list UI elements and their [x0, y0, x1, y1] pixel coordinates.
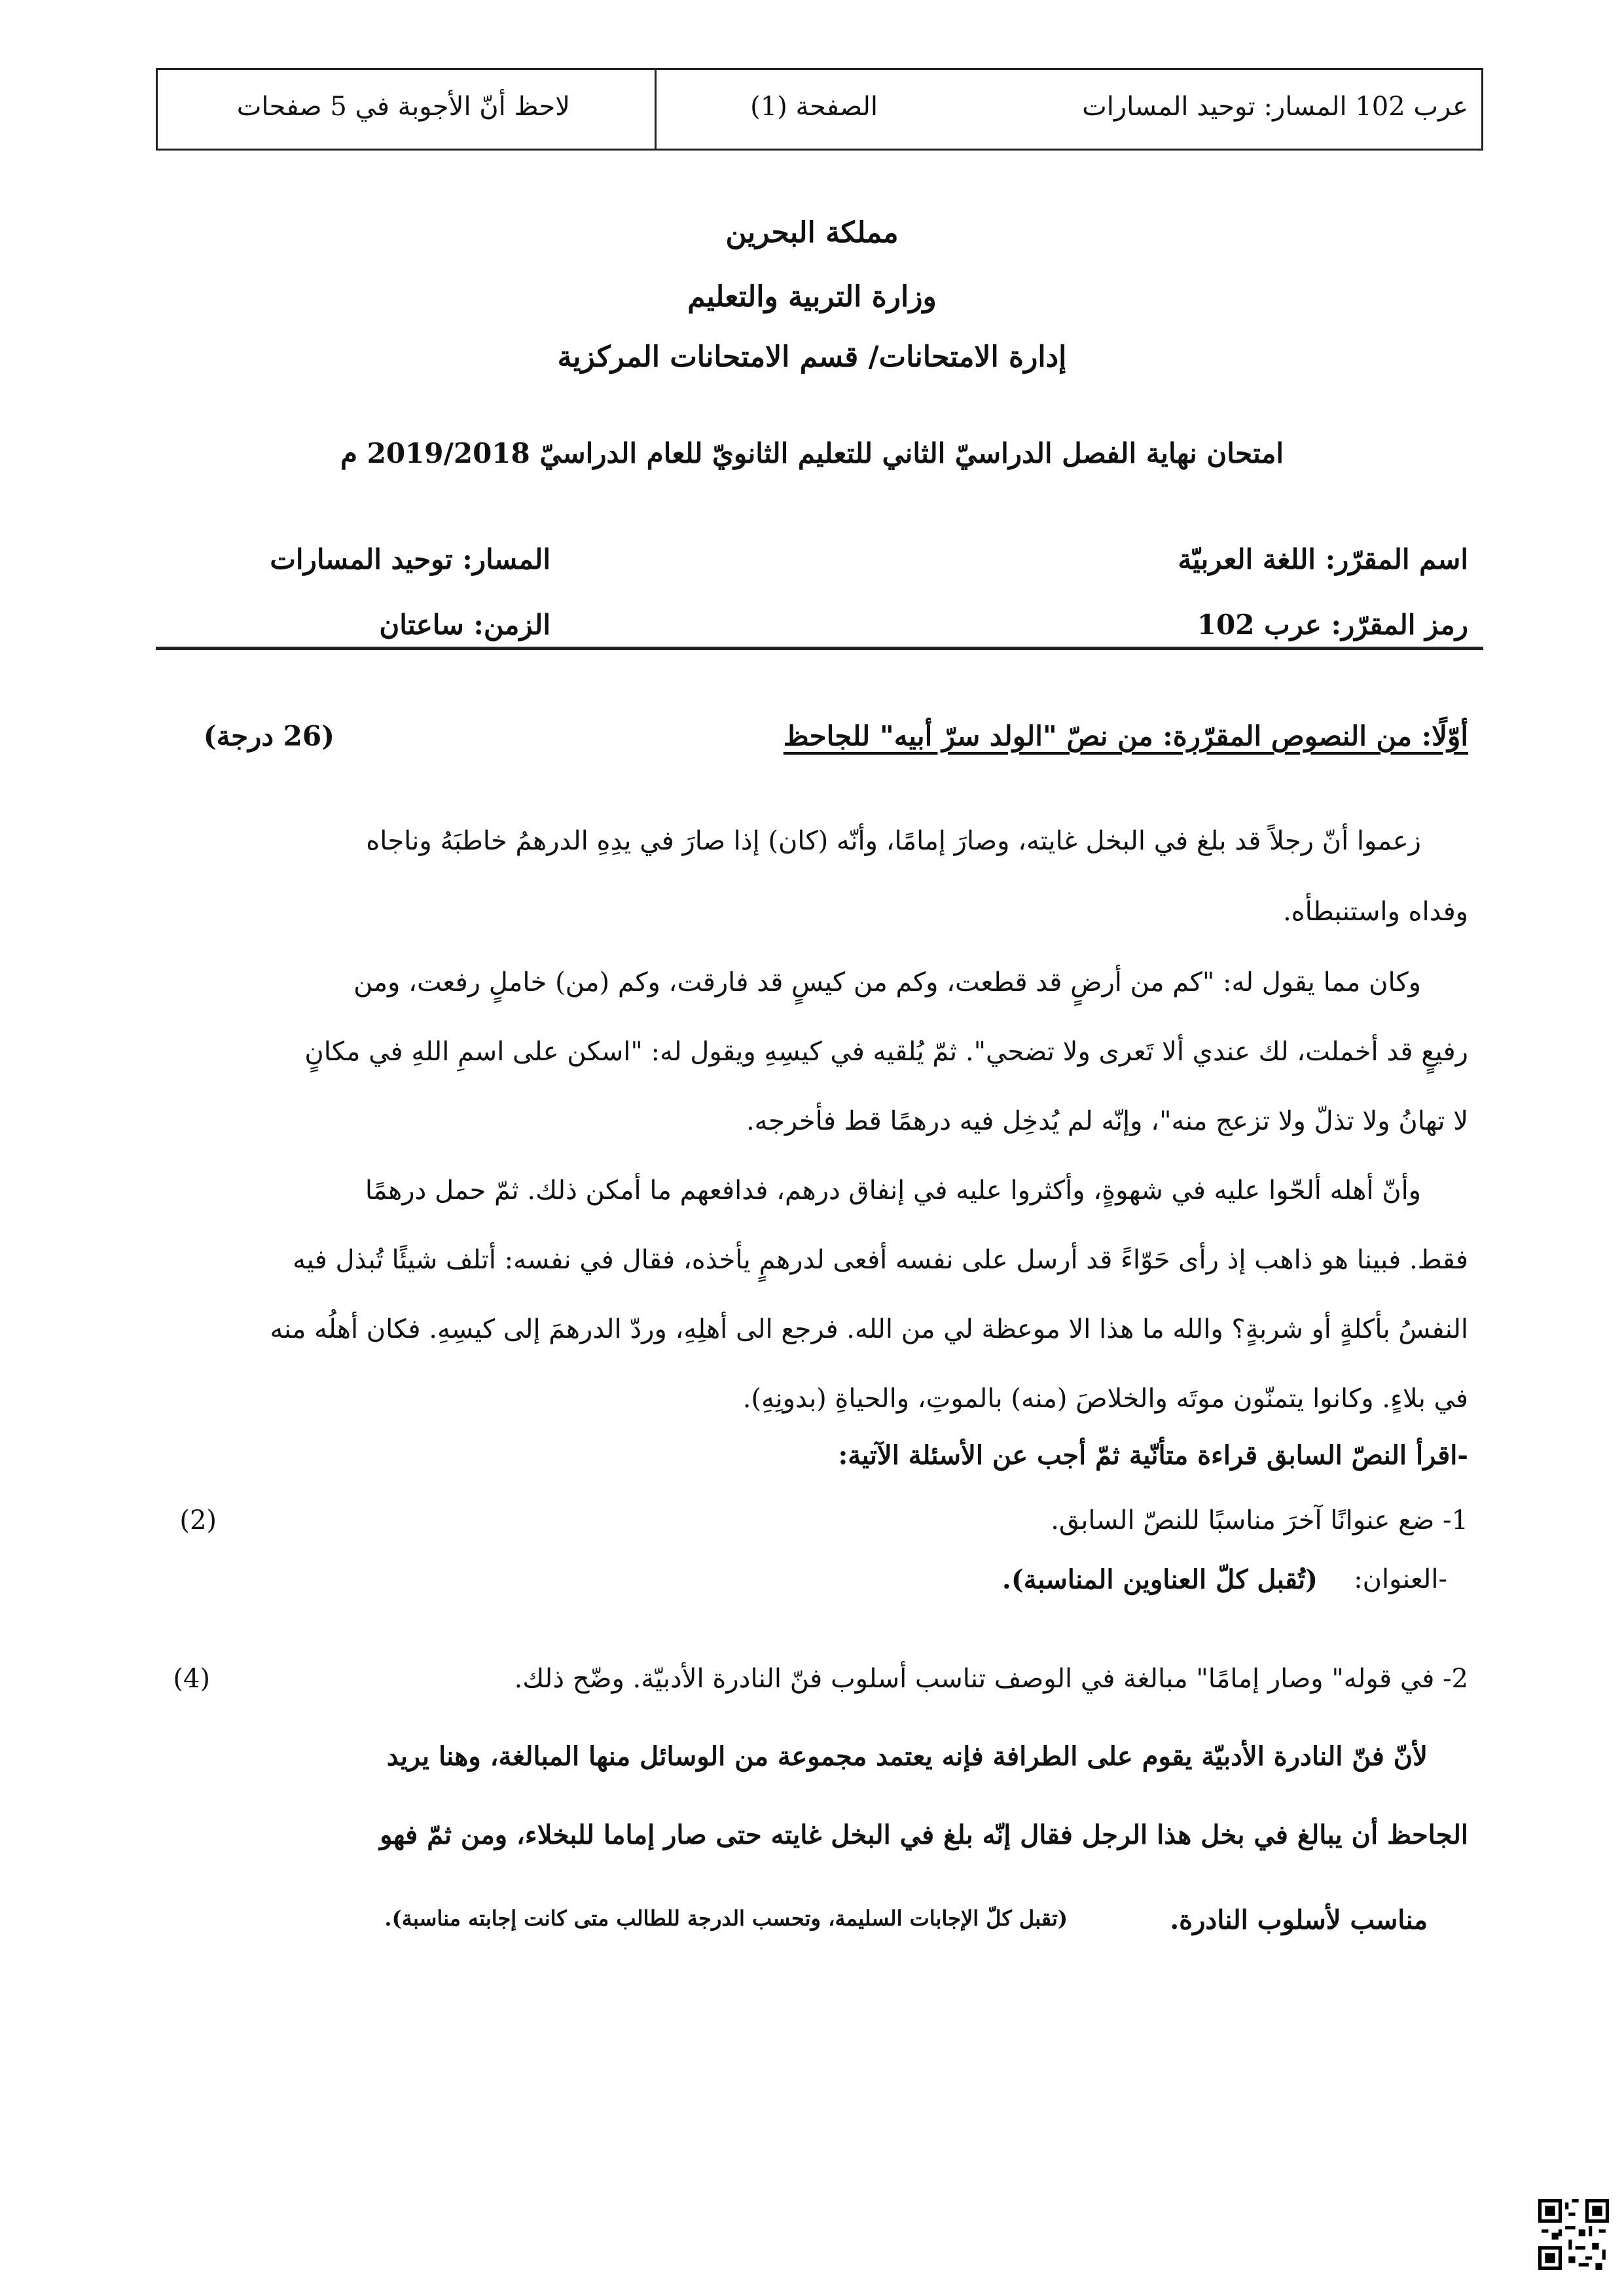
question-1-marks: (2): [179, 1505, 217, 1535]
qr-code-icon: [1538, 2199, 1609, 2270]
section1-marks: (26 درجة): [203, 720, 334, 752]
ministry-title: وزارة التربية والتعليم: [687, 280, 937, 314]
question-2-marks: (4): [173, 1664, 210, 1694]
exam-time: الزمن: ساعتان: [379, 609, 550, 641]
answer-2-note: (تقبل كلّ الإجابات السليمة، وتحسب الدرجة للطالب متى كانت إجابته مناسبة).: [384, 1906, 1068, 1931]
department-title: إدارة الامتحانات/ قسم الامتحانات المركزية: [557, 340, 1067, 374]
instruction: -اقرأ النصّ السابق قراءة متأنّية ثمّ أجب عن الأسئلة الآتية:: [838, 1440, 1468, 1471]
header-divider: [655, 68, 657, 151]
course-name: اسم المقرّر: اللغة العربيّة: [1178, 543, 1468, 575]
header-page-number: الصفحة (1): [750, 92, 878, 122]
passage-line: في بلاءٍ. وكانوا يتمنّون موتَه والخلاصَ (منه) بالموتِ، والحياةِ (بدونِهِ).: [742, 1384, 1468, 1414]
answer-1: (تُقبل كلّ العناوين المناسبة).: [1001, 1564, 1318, 1595]
answer-2-line: مناسب لأسلوب النادرة.: [1170, 1905, 1428, 1935]
passage-line: فقط. فبينا هو ذاهب إذ رأى حَوّاءً قد أرسل على نفسه أفعى لدرهمٍ يأخذه، فقال في نفسه: أتلف شيئًا تُبذل فيه: [293, 1245, 1468, 1275]
section1-heading: أوّلًا: من النصوص المقرّرة: من نصّ "الولد سرّ أبيه" للجاحظ: [783, 720, 1468, 752]
passage-line: وأنّ أهله ألحّوا عليه في شهوةٍ، وأكثروا عليه في إنفاق درهم، فدافعهم ما أمكن ذلك. ثمّ حمل درهمًا: [365, 1175, 1421, 1206]
answer-2-line: الجاحظ أن يبالغ في بخل هذا الرجل فقال إنّه بلغ في البخل غايته حتى صار إماما للبخلاء، ومن ثمّ فهو: [380, 1820, 1468, 1850]
passage-line: رفيعٍ قد أخملت، لك عندي ألا تَعرى ولا تضحي". ثمّ يُلقيه في كيسِهِ ويقول له: "اسكن على اسمِ اللهِ في مكانٍ: [304, 1037, 1468, 1067]
passage-line: زعموا أنّ رجلاً قد بلغ في البخل غايته، وصارَ إمامًا، وأنّه (كان) إذا صارَ في يدِهِ الدرهمُ خاطبَهُ وناجاه: [366, 826, 1421, 856]
exam-title: امتحان نهاية الفصل الدراسيّ الثاني للتعليم الثانويّ للعام الدراسيّ 2019/2018 م: [340, 437, 1284, 469]
answer-2-line: لأنّ فنّ النادرة الأدبيّة يقوم على الطرافة فإنه يعتمد مجموعة من الوسائل منها المبالغة، وهنا يريد: [386, 1741, 1428, 1772]
header-course-track: عرب 102 المسار: توحيد المسارات: [1082, 92, 1468, 122]
passage-line: لا تهانُ ولا تذلّ ولا تزعج منه"، وإنّه لم يُدخِل فيه درهمًا قط فأخرجه.: [746, 1106, 1468, 1136]
divider-rule: [156, 647, 1483, 650]
passage-line: النفسُ بأكلةٍ أو شربةٍ؟ والله ما هذا الا موعظة لي من الله. فرجع الى أهلِهِ، وردّ الدرهمَ إلى كيسِهِ. فكان أهلُه منه: [270, 1314, 1468, 1344]
kingdom-title: مملكة البحرين: [725, 216, 899, 249]
header-note: لاحظ أنّ الأجوبة في 5 صفحات: [236, 92, 570, 122]
answer-1-label: -العنوان:: [1354, 1564, 1447, 1594]
passage-line: وفداه واستنبطأه.: [1282, 897, 1468, 927]
course-code: رمز المقرّر: عرب 102: [1197, 609, 1468, 641]
question-1: 1- ضع عنوانًا آخرَ مناسبًا للنصّ السابق.: [1051, 1505, 1468, 1535]
passage-line: وكان مما يقول له: "كم من أرضٍ قد قطعت، وكم من كيسٍ قد فارقت، وكم (من) خاملٍ رفعت، ومن: [353, 967, 1421, 997]
track: المسار: توحيد المسارات: [270, 543, 550, 575]
question-2: 2- في قوله" وصار إمامًا" مبالغة في الوصف تناسب أسلوب فنّ النادرة الأدبيّة. وضّح ذلك.: [514, 1664, 1468, 1694]
